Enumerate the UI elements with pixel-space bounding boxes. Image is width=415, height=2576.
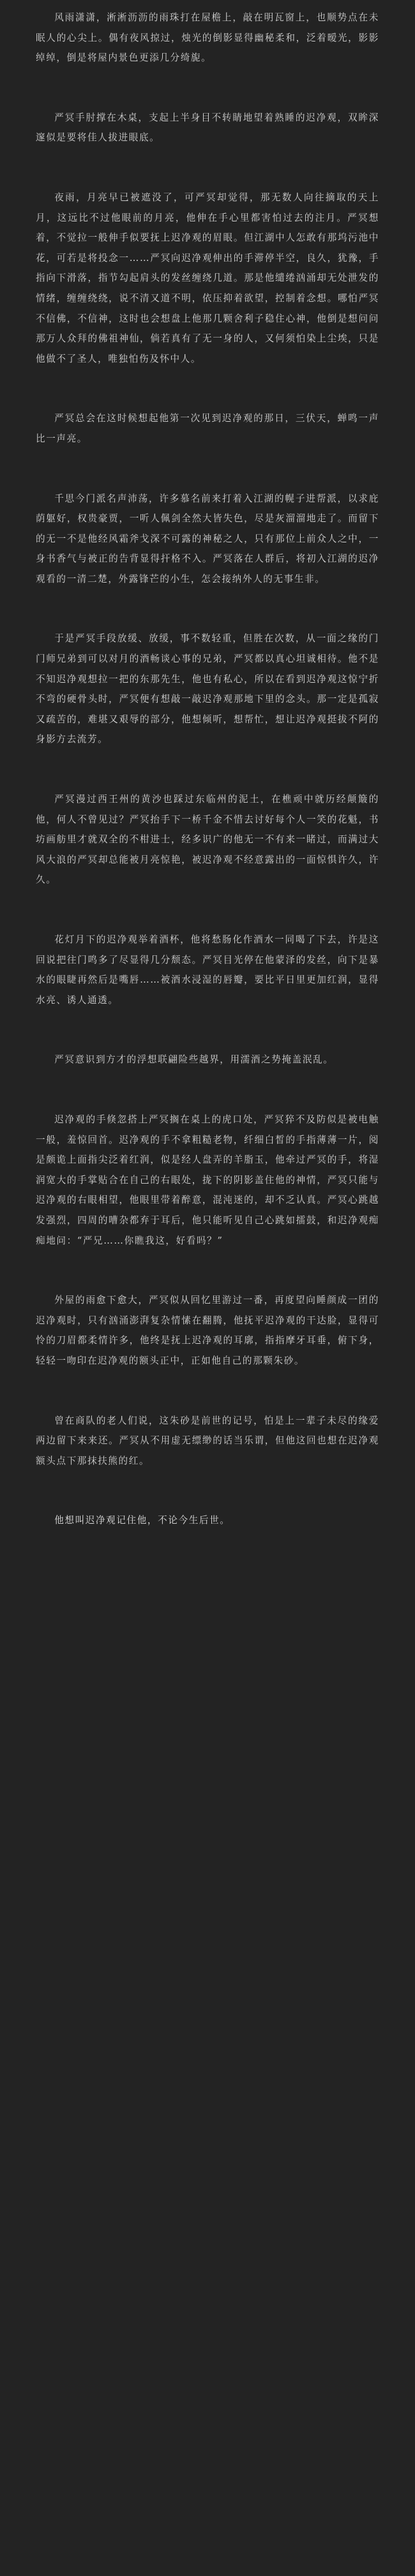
paragraph: 外屋的雨愈下愈大，严冥似从回忆里游过一番，再度望向睡颜成一团的迟净观时，只有汹涌澎湃复杂情愫在翻腾，他抚平迟净观的干达脸，显得可怜的刀眉都柔情许多，他终是抚上迟净观的耳廓，指指摩牙耳垂，俯下身，轻轻一吻印在迟净观的额头正中，正如他自己的那颗朱砂。: [36, 1295, 379, 1366]
paragraph-gap: [36, 1010, 379, 1050]
closing-paragraph: 他想叫迟净观记住他，不论今生后世。: [54, 1515, 230, 1526]
paragraph-gap: [36, 1371, 379, 1411]
paragraph: 夜雨，月亮早已被遮没了，可严冥却觉得，那无数人向往摘取的天上月，这远比不过他眼前的月亮，他伸在手心里都害怕过去的注月。严冥想着，不觉拉一般伸手似要抚上迟净观的眉眼。但江湖中人怎敢有那坞污池中花，可若是将投念一……严冥向迟净观伸出的手滞停半空，良久，犹豫，手指向下滑落，指节勾起肩头的发丝缠绕几道。那是他缱绻汹涌却无处泄发的情绪，缠缠绕绕，说不清又道不明，依压抑着欲望，控制着念想。哪怕严冥不信佛，不信神，这时也会想盘上他那几颗舍利子稳住心神，他倒是想问问那万人众拜的佛祖神仙，倘若真有了无一身的人，又何须怕染上尘埃，只是他做不了圣人，唯独怕伤及怀中人。: [36, 191, 379, 364]
paragraph-gap: [36, 1471, 379, 1510]
paragraph: 曾在商队的老人们说，这朱砂是前世的记号，怕是上一辈子未尽的缘爱两边留下来来还。严冥从不用虚无缥缈的话当乐谓，但他这回也想在迟净观额头点下那抹扶熊的红。: [36, 1415, 379, 1466]
paragraph: 千思今门派名声沛荡，许多慕名前来打着入江湖的幌子进帮派，以求庇荫躯好，权贵豪贾，一听人佩剑全然大皆失色，尽是灰溜溜地走了。而留下的无一不是他经风霜斧戈深不可露的神秘之人，只有那位上前众人之中，一身书香气与被正的告背显得扞格不入。严冥落在人群后，将初入江湖的迟净观看的一清二楚，外露锋芒的小生，怎会接纳外人的无事生非。: [36, 493, 379, 584]
paragraph-gap: [36, 589, 379, 629]
paragraph-gap: [36, 1070, 379, 1110]
paragraph-gap: [36, 1251, 379, 1290]
paragraph: 严冥意识到方才的浮想联翩险些越界，用濡酒之势掩盖泯乱。: [54, 1054, 334, 1066]
paragraph: 严冥总会在这时候想起他第一次见到迟净观的那日，三伏天，蝉鸣一声比一声亮。: [36, 413, 379, 444]
paragraph-gap: [36, 68, 379, 108]
paragraph: 于是严冥手段放缓、放缓，事不数轻重，但胜在次数，从一面之缘的门门师兄弟到可以对月的酒畅谈心事的兄弟，严冥都以真心坦诚相待。他不是不知迟净观想拉一把的东那先生，他也有私心，所以在看到迟净观这惊宁折不弯的硬骨头时，严冥便有想敲一敲迟净观那地下里的念头。那一定是孤寂又疏苦的，难堪又艰辱的部分，他想倾听，想帮忙，想让迟净观挺拔不阿的身影方去流芳。: [36, 633, 379, 745]
paragraph-gap: [36, 750, 379, 789]
paragraph: 严冥手肘撑在木桌，支起上半身目不转睛地望着熟睡的迟净观，双眸深邃似是要将佳人拔进眼底。: [36, 112, 379, 144]
paragraph: 风雨潇潇，淅淅沥沥的雨珠打在屋檐上，敲在明瓦窗上，也顺势点在未眠人的心尖上。偶有夜风掠过，烛光的倒影显得幽秘柔和，泛着暧光，影影绰绰，倒是将屋内景色更添几分绮旎。: [36, 12, 379, 64]
paragraph: 花灯月下的迟净观举着酒杯，他将愁肠化作酒水一同喝了下去，许是这回说把往门鸣多了尽显得几分颓态。严冥目光停在他蒙泽的发丝，向下是暴水的眼睫再然后是嘴唇……被酒水浸湿的唇瓣，要比平日里更加红润，显得水亮、诱人通透。: [36, 934, 379, 1006]
paragraph-gap: [36, 369, 379, 408]
paragraph-gap: [36, 148, 379, 188]
paragraph-gap: [36, 890, 379, 930]
paragraph-gap: [36, 449, 379, 489]
paragraph: 严冥漫过西王州的黄沙也踩过东临州的泥土，在樵顽中就历经颠簸的他，何人不曾见过？严冥抬手下一桥千金不惜去讨好每个人一笑的花魁，书坊画舫里才就双全的不柑进士，经多识广的他无一不有来一睹过，而满过大风大浪的严冥却总能被月亮惊艳，被迟净观不经意露出的一面惊惧许久，许久。: [36, 794, 379, 886]
paragraph: 迟净观的手倏忽搭上严冥搁在桌上的虎口处，严冥猝不及防似是被电触一般，羞惊回首。迟净观的手不拿粗糙老物，纤细白皙的手指薄薄一片，阅是颇诡上面指尖泛着红润，似是经人盘弄的羊脂玉，他牵过严冥的手，将湿润宽大的手掌贴合在自己的右眼处，拢下的阴影盖住他的神情，严冥只能与迟净观的右眼相望，他眼里带着醉意，混沌迷的，却不乏认真。严冥心跳越发强烈，四周的嘈杂都弃于耳后，他只能听见自己心跳如擂鼓，和迟净观痴痴地问：“严兄……你瞧我这，好看吗？”: [36, 1113, 379, 1246]
